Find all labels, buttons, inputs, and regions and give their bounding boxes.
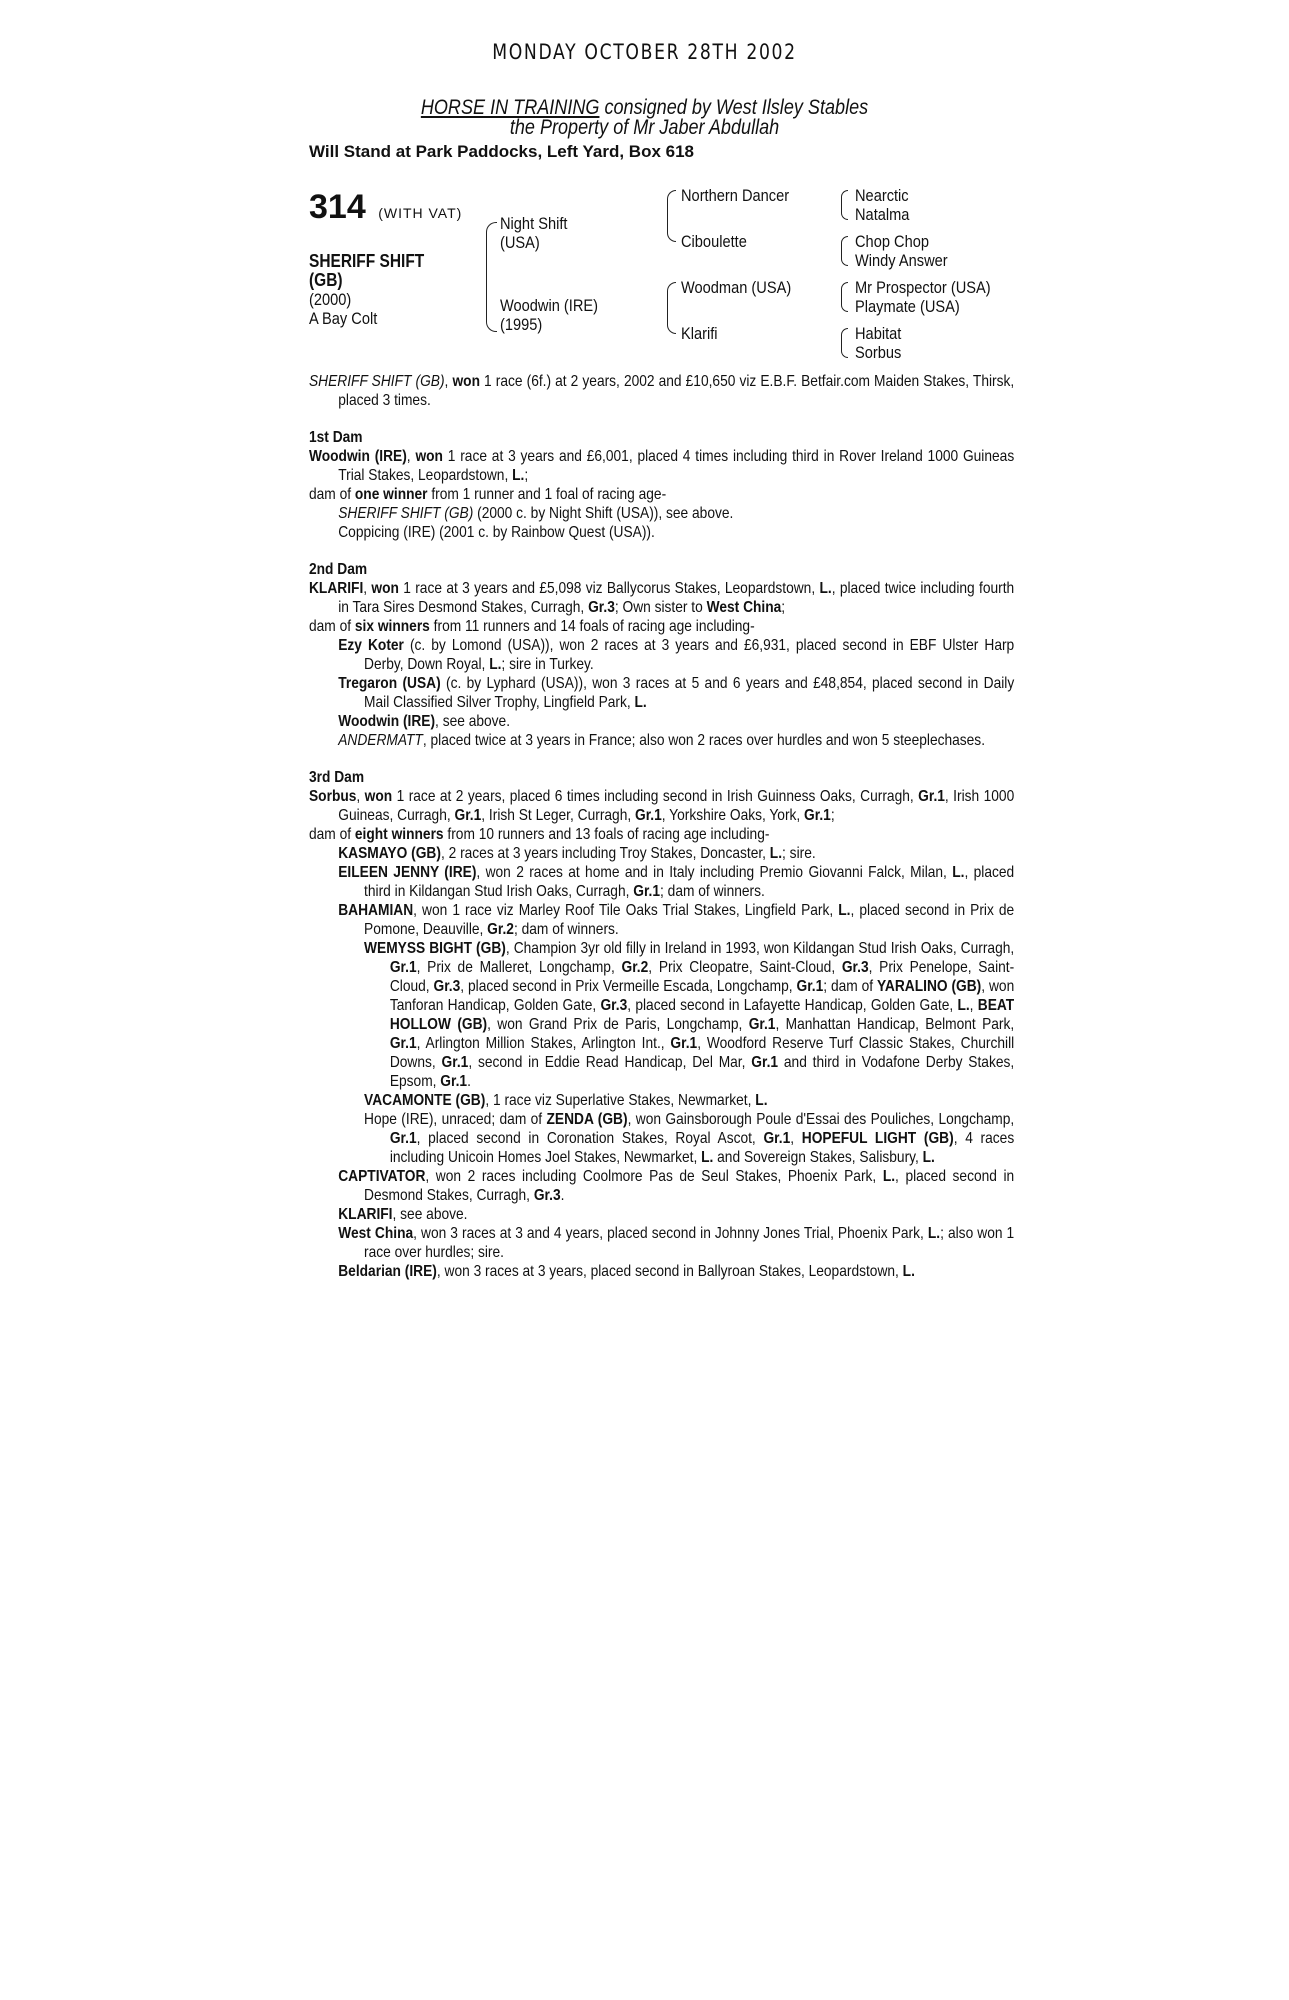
sire-sire: Northern Dancer xyxy=(681,186,790,205)
produce-name: CAPTIVATOR xyxy=(338,1168,426,1185)
pedigree-brace xyxy=(667,282,676,334)
record-text: 1 race at 3 years and £5,098 viz Ballycorus Stakes, Leopardstown, xyxy=(398,580,820,597)
dam-year: (1995) xyxy=(500,315,543,334)
group-mark: Gr.3 xyxy=(533,1187,561,1204)
listed-mark: L. xyxy=(819,580,832,597)
group-mark: Gr.1 xyxy=(751,1054,779,1071)
ss-sire: Nearctic xyxy=(855,186,909,205)
produce-item xyxy=(309,504,1014,523)
produce-item xyxy=(309,901,1014,939)
group-mark: Gr.2 xyxy=(621,959,649,976)
first-dam-record: Woodwin (IRE), won 1 race at 3 years and £6,001, placed 4 times including third in Rover Ireland 1000 Guineas Trial Stakes, Leopardstown, L.; xyxy=(309,448,1015,484)
third-dam-heading: 3rd Dam xyxy=(309,769,365,786)
produce-text: , 2 races at 3 years including Troy Stakes, Doncaster, xyxy=(440,845,770,862)
ds-dam: Playmate (USA) xyxy=(855,297,960,316)
produce-text: ; also won 1 race over hurdles; sire. xyxy=(364,1225,1015,1261)
second-dam-record: KLARIFI, won 1 race at 3 years and £5,098 viz Ballycorus Stakes, Leopardstown, L., placed twice including fourth in Tara Sires Desmond Stakes, Curragh, Gr.3; Own sister to West China; xyxy=(309,580,1015,616)
third-dam-record: Sorbus, won 1 race at 2 years, placed 6 times including second in Irish Guinness Oaks, Curragh, Gr.1, Irish 1000 Guineas, Curragh, Gr.1, Irish St Leger, Curragh, Gr.1, Yorkshire Oaks, York, Gr.1; xyxy=(309,788,1015,824)
listed-mark: L. xyxy=(512,467,525,484)
punct: . xyxy=(560,1187,565,1204)
dam-dam: Klarifi xyxy=(681,324,718,343)
produce-name: BEAT HOLLOW (GB) xyxy=(389,997,1015,1033)
produce-item xyxy=(309,1262,1014,1281)
produce-text: , Prix Penelope, Saint-Cloud, xyxy=(389,959,1015,995)
produce-name: Ezy Koter xyxy=(338,637,404,654)
listed-mark: L. xyxy=(769,845,783,862)
produce-text: , won 2 races at home and in Italy including Premio Giovanni Falck, Milan, xyxy=(476,864,953,881)
dd-sire: Habitat xyxy=(855,324,902,343)
sd-pair xyxy=(855,232,948,270)
produce-text: , Prix Cleopatre, Saint-Cloud, xyxy=(648,959,842,976)
group-mark: Gr.1 xyxy=(804,807,831,824)
pedigree-brace xyxy=(667,190,676,242)
owner-line: the Property of Mr Jaber Abdullah xyxy=(509,116,780,139)
dam-of-label: dam of xyxy=(309,618,355,635)
produce-text: , won 2 races including Coolmore Pas de Seul Stakes, Phoenix Park, xyxy=(425,1168,883,1185)
first-dam-produce xyxy=(309,485,1014,504)
produce-item xyxy=(309,844,1014,863)
sire xyxy=(500,214,567,252)
listed-mark: L. xyxy=(922,1149,935,1166)
produce-name: ZENDA (GB) xyxy=(546,1111,628,1128)
runners-count: from 11 runners and 14 foals of racing age including- xyxy=(429,618,755,635)
group-mark: Gr.1 xyxy=(633,883,661,900)
group-mark: Gr.1 xyxy=(389,1130,417,1147)
summary-horse: SHERIFF SHIFT (GB) xyxy=(309,373,445,390)
pedigree-brace xyxy=(841,328,848,358)
punct: ; xyxy=(524,467,529,484)
punct: ; xyxy=(830,807,835,824)
consignor: consigned by West Ilsley Stables xyxy=(599,96,869,119)
produce-text: , won 3 races at 3 years, placed second in Ballyroan Stakes, Leopardstown, xyxy=(436,1263,903,1280)
produce-text: ; dam of winners. xyxy=(513,921,619,938)
listed-mark: L. xyxy=(838,902,851,919)
produce-text: ; dam of xyxy=(823,978,877,995)
produce-text: , Manhattan Handicap, Belmont Park, xyxy=(775,1016,1015,1033)
sire-name: Night Shift xyxy=(500,214,568,233)
produce-text: ; dam of winners. xyxy=(660,883,765,900)
produce-text: , Woodford Reserve Turf Classic Stakes, Churchill Downs, xyxy=(389,1035,1015,1071)
listed-mark: L. xyxy=(489,656,502,673)
sister-name: West China xyxy=(706,599,782,616)
group-mark: Gr.1 xyxy=(389,959,417,976)
produce-text: , placed second in Lafayette Handicap, Golden Gate, xyxy=(627,997,958,1014)
vat-note: (WITH VAT) xyxy=(378,205,463,221)
group-mark: Gr.1 xyxy=(748,1016,776,1033)
winners-count: eight winners xyxy=(354,826,444,843)
produce-item xyxy=(309,731,1014,750)
produce-text: (c. by Lomond (USA)), won 2 races at 3 years and £6,931, placed second in EBF Ulster Harp Derby, Down Royal, xyxy=(364,637,1015,673)
produce-item: Coppicing (IRE) (2001 c. by Rainbow Quest (USA)). xyxy=(338,524,655,541)
sale-date: MONDAY OCTOBER 28TH 2002 xyxy=(492,40,797,64)
produce-text: , see above. xyxy=(392,1206,468,1223)
group-mark: Gr.2 xyxy=(487,921,514,938)
produce-name: YARALINO (GB) xyxy=(876,978,982,995)
produce-text: , placed third in Kildangan Stud Irish Oaks, Curragh, xyxy=(364,864,1015,900)
produce-item xyxy=(309,1167,1014,1205)
lot-number: 314 xyxy=(309,188,366,226)
produce-text: Hope (IRE), unraced; dam of xyxy=(364,1111,547,1128)
group-mark: Gr.1 xyxy=(763,1130,791,1147)
produce-text: , won 1 race viz Marley Roof Tile Oaks Trial Stakes, Lingfield Park, xyxy=(413,902,839,919)
first-dam-text: 1 race at 3 years and £6,001, placed 4 times including third in Rover Ireland 1000 Guineas Trial Stakes, Leopardstown, xyxy=(338,448,1015,484)
dd-dam: Sorbus xyxy=(855,343,902,362)
produce-name: HOPEFUL LIGHT (GB) xyxy=(801,1130,954,1147)
dam xyxy=(500,296,598,334)
ss-dam: Natalma xyxy=(855,205,910,224)
punct: . xyxy=(467,1073,471,1090)
group-mark: Gr.1 xyxy=(918,788,945,805)
produce-name: SHERIFF SHIFT (GB) xyxy=(338,505,474,522)
produce-text: , 4 races including Unicoin Homes Joel Stakes, Newmarket, xyxy=(389,1130,1015,1166)
listed-mark: L. xyxy=(927,1225,941,1242)
produce-name: ANDERMATT xyxy=(338,732,423,749)
produce-name: KASMAYO (GB) xyxy=(338,845,441,862)
catalogue-body xyxy=(309,372,1014,1281)
group-mark: Gr.1 xyxy=(389,1035,417,1052)
group-mark: Gr.3 xyxy=(433,978,461,995)
lot-title xyxy=(0,98,1289,138)
produce-text: , Champion 3yr old filly in Ireland in 1993, won Kildangan Stud Irish Oaks, Curragh, xyxy=(505,940,1015,957)
produce-text: , 1 race viz Superlative Stakes, Newmarket, xyxy=(485,1092,756,1109)
lot-number-line xyxy=(309,188,462,227)
summary-text: 1 race (6f.) at 2 years, 2002 and £10,650 viz E.B.F. Betfair.com Maiden Stakes, Thirsk, placed 3 times. xyxy=(338,373,1015,409)
dd-pair xyxy=(855,324,901,362)
horse-in-training: HORSE IN TRAINING xyxy=(420,96,600,119)
listed-mark: L. xyxy=(882,1168,896,1185)
produce-item xyxy=(309,712,1014,731)
produce-name: VACAMONTE (GB) xyxy=(364,1092,486,1109)
horse-name: SHERIFF SHIFT xyxy=(309,251,425,271)
runners-count: from 1 runner and 1 foal of racing age- xyxy=(427,486,667,503)
produce-name: West China xyxy=(338,1225,414,1242)
record-text: , Irish 1000 Guineas, Curragh, xyxy=(338,788,1015,824)
sire-dam: Ciboulette xyxy=(681,232,747,251)
produce-name: Beldarian (IRE) xyxy=(338,1263,437,1280)
pedigree-brace xyxy=(841,190,848,220)
produce-text: , Prix de Malleret, Longchamp, xyxy=(416,959,622,976)
pedigree-brace xyxy=(486,222,497,332)
first-dam-won: won xyxy=(415,448,443,465)
produce-text: , won Gainsborough Poule d'Essai des Pouliches, Longchamp, xyxy=(627,1111,1015,1128)
pedigree-block xyxy=(309,186,1029,376)
runners-count: from 10 runners and 13 foals of racing age including- xyxy=(443,826,770,843)
first-dam-name: Woodwin (IRE) xyxy=(309,448,407,465)
third-dam-produce xyxy=(309,825,1014,844)
group-mark: Gr.1 xyxy=(440,1073,468,1090)
produce-text: , second in Eddie Read Handicap, Del Mar, xyxy=(468,1054,752,1071)
pedigree-brace xyxy=(841,282,848,312)
produce-item xyxy=(309,1224,1014,1262)
record-text: , Irish St Leger, Curragh, xyxy=(481,807,636,824)
first-dam-heading: 1st Dam xyxy=(309,429,363,446)
listed-mark: L. xyxy=(952,864,965,881)
listed-mark: L. xyxy=(634,694,647,711)
third-dam-won: won xyxy=(364,788,393,805)
produce-text: , placed second in Desmond Stakes, Curragh, xyxy=(364,1168,1015,1204)
produce-item: WEMYSS BIGHT (GB), Champion 3yr old filly in Ireland in 1993, won Kildangan Stud Irish Oaks, Curragh, Gr.1, Prix de Malleret, Longchamp, Gr.2, Prix Cleopatre, Saint-Cloud, Gr.3, Prix Penelope, Saint-Cloud, Gr.3, placed second in Prix Vermeille Escada, Longchamp, Gr.1; dam of YARALINO (GB), won Tanforan Handicap, Golden Gate, Gr.3, placed second in Lafayette Handicap, Golden Gate, L., BEAT HOLLOW (GB), won Grand Prix de Paris, Longchamp, Gr.1, Manhattan Handicap, Belmont Park, Gr.1, Arlington Million Stakes, Arlington Int., Gr.1, Woodford Reserve Turf Classic Stakes, Churchill Downs, Gr.1, second in Eddie Read Handicap, Del Mar, Gr.1 and third in Vodafone Derby Stakes, Epsom, Gr.1. xyxy=(364,940,1015,1090)
produce-text: , placed second in Prix de Pomone, Deauville, xyxy=(364,902,1015,938)
produce-text: , Arlington Million Stakes, Arlington Int., xyxy=(416,1035,671,1052)
foaling-year: (2000) xyxy=(309,290,352,309)
horse-identity xyxy=(309,252,424,328)
produce-name: KLARIFI xyxy=(338,1206,393,1223)
record-text: 1 race at 2 years, placed 6 times including second in Irish Guinness Oaks, Curragh, xyxy=(392,788,919,805)
group-mark: Gr.1 xyxy=(454,807,482,824)
group-mark: Gr.3 xyxy=(600,997,628,1014)
dam-sire: Woodman (USA) xyxy=(681,278,792,297)
ss-pair xyxy=(855,186,909,224)
produce-name: Tregaron (USA) xyxy=(338,675,441,692)
produce-text: ; sire. xyxy=(782,845,816,862)
second-dam-produce xyxy=(309,617,1014,636)
sire-country: (USA) xyxy=(500,233,540,252)
produce-text: ; sire in Turkey. xyxy=(501,656,594,673)
produce-text: (2000 c. by Night Shift (USA)), see above. xyxy=(473,505,734,522)
produce-item xyxy=(309,863,1014,901)
group-mark: Gr.3 xyxy=(588,599,615,616)
produce-name: BAHAMIAN xyxy=(338,902,414,919)
dam-name: Woodwin (IRE) xyxy=(500,296,599,315)
third-dam-name: Sorbus xyxy=(309,788,357,805)
winners-count: one winner xyxy=(354,486,428,503)
winners-count: six winners xyxy=(354,618,430,635)
produce-text: and Sovereign Stakes, Salisbury, xyxy=(713,1149,923,1166)
second-dam-won: won xyxy=(371,580,399,597)
horse-country: (GB) xyxy=(309,270,343,290)
produce-item xyxy=(309,1091,1014,1110)
produce-item xyxy=(309,674,1014,712)
produce-text: , won Grand Prix de Paris, Longchamp, xyxy=(487,1016,749,1033)
consignor-line xyxy=(90,98,1199,118)
produce-item xyxy=(309,1205,1014,1224)
record-text: , Yorkshire Oaks, York, xyxy=(661,807,805,824)
race-summary: SHERIFF SHIFT (GB), won 1 race (6f.) at 2 years, 2002 and £10,650 viz E.B.F. Betfair.com Maiden Stakes, Thirsk, placed 3 times. xyxy=(309,373,1015,409)
produce-text: (c. by Lyphard (USA)), won 3 races at 5 and 6 years and £48,854, placed second in Daily Mail Classified Silver Trophy, Lingfield Park, xyxy=(364,675,1015,711)
dam-of-label: dam of xyxy=(309,826,355,843)
produce-text: and third in Vodafone Derby Stakes, Epsom, xyxy=(389,1054,1015,1090)
listed-mark: L. xyxy=(701,1149,714,1166)
produce-text: , won Tanforan Handicap, Golden Gate, xyxy=(389,978,1015,1014)
produce-text: , placed twice at 3 years in France; also won 2 races over hurdles and won 5 steeplechases. xyxy=(422,732,986,749)
produce-text: , see above. xyxy=(435,713,511,730)
horse-description: A Bay Colt xyxy=(309,309,378,328)
produce-text: , placed second in Prix Vermeille Escada, Longchamp, xyxy=(460,978,797,995)
group-mark: Gr.1 xyxy=(796,978,824,995)
stand-location: Will Stand at Park Paddocks, Left Yard, Box 618 xyxy=(309,142,694,161)
listed-mark: L. xyxy=(957,997,970,1014)
group-mark: Gr.1 xyxy=(441,1054,469,1071)
record-text: , placed twice including fourth in Tara Sires Desmond Stakes, Curragh, xyxy=(338,580,1015,616)
ds-sire: Mr Prospector (USA) xyxy=(855,278,991,297)
ds-pair xyxy=(855,278,991,316)
second-dam-name: KLARIFI xyxy=(309,580,364,597)
sd-sire: Chop Chop xyxy=(855,232,929,251)
produce-item xyxy=(309,636,1014,674)
record-text: ; Own sister to xyxy=(614,599,707,616)
produce-name: Woodwin (IRE) xyxy=(338,713,436,730)
listed-mark: L. xyxy=(755,1092,768,1109)
group-mark: Gr.1 xyxy=(635,807,662,824)
produce-item: Hope (IRE), unraced; dam of ZENDA (GB), won Gainsborough Poule d'Essai des Pouliches, Longchamp, Gr.1, placed second in Coronation Stakes, Royal Ascot, Gr.1, HOPEFUL LIGHT (GB), 4 races including Unicoin Homes Joel Stakes, Newmarket, L. and Sovereign Stakes, Salisbury, L. xyxy=(364,1111,1015,1166)
punct: ; xyxy=(781,599,786,616)
second-dam-heading: 2nd Dam xyxy=(309,561,368,578)
produce-name: EILEEN JENNY (IRE) xyxy=(338,864,477,881)
produce-text: , won 3 races at 3 and 4 years, placed second in Johnny Jones Trial, Phoenix Park, xyxy=(413,1225,928,1242)
pedigree-brace xyxy=(841,236,848,266)
group-mark: Gr.1 xyxy=(670,1035,698,1052)
listed-mark: L. xyxy=(902,1263,915,1280)
produce-name: WEMYSS BIGHT (GB) xyxy=(364,940,506,957)
sd-dam: Windy Answer xyxy=(855,251,948,270)
dam-of-label: dam of xyxy=(309,486,355,503)
produce-text: , placed second in Coronation Stakes, Royal Ascot, xyxy=(416,1130,764,1147)
summary-won: won xyxy=(452,373,480,390)
group-mark: Gr.3 xyxy=(841,959,869,976)
